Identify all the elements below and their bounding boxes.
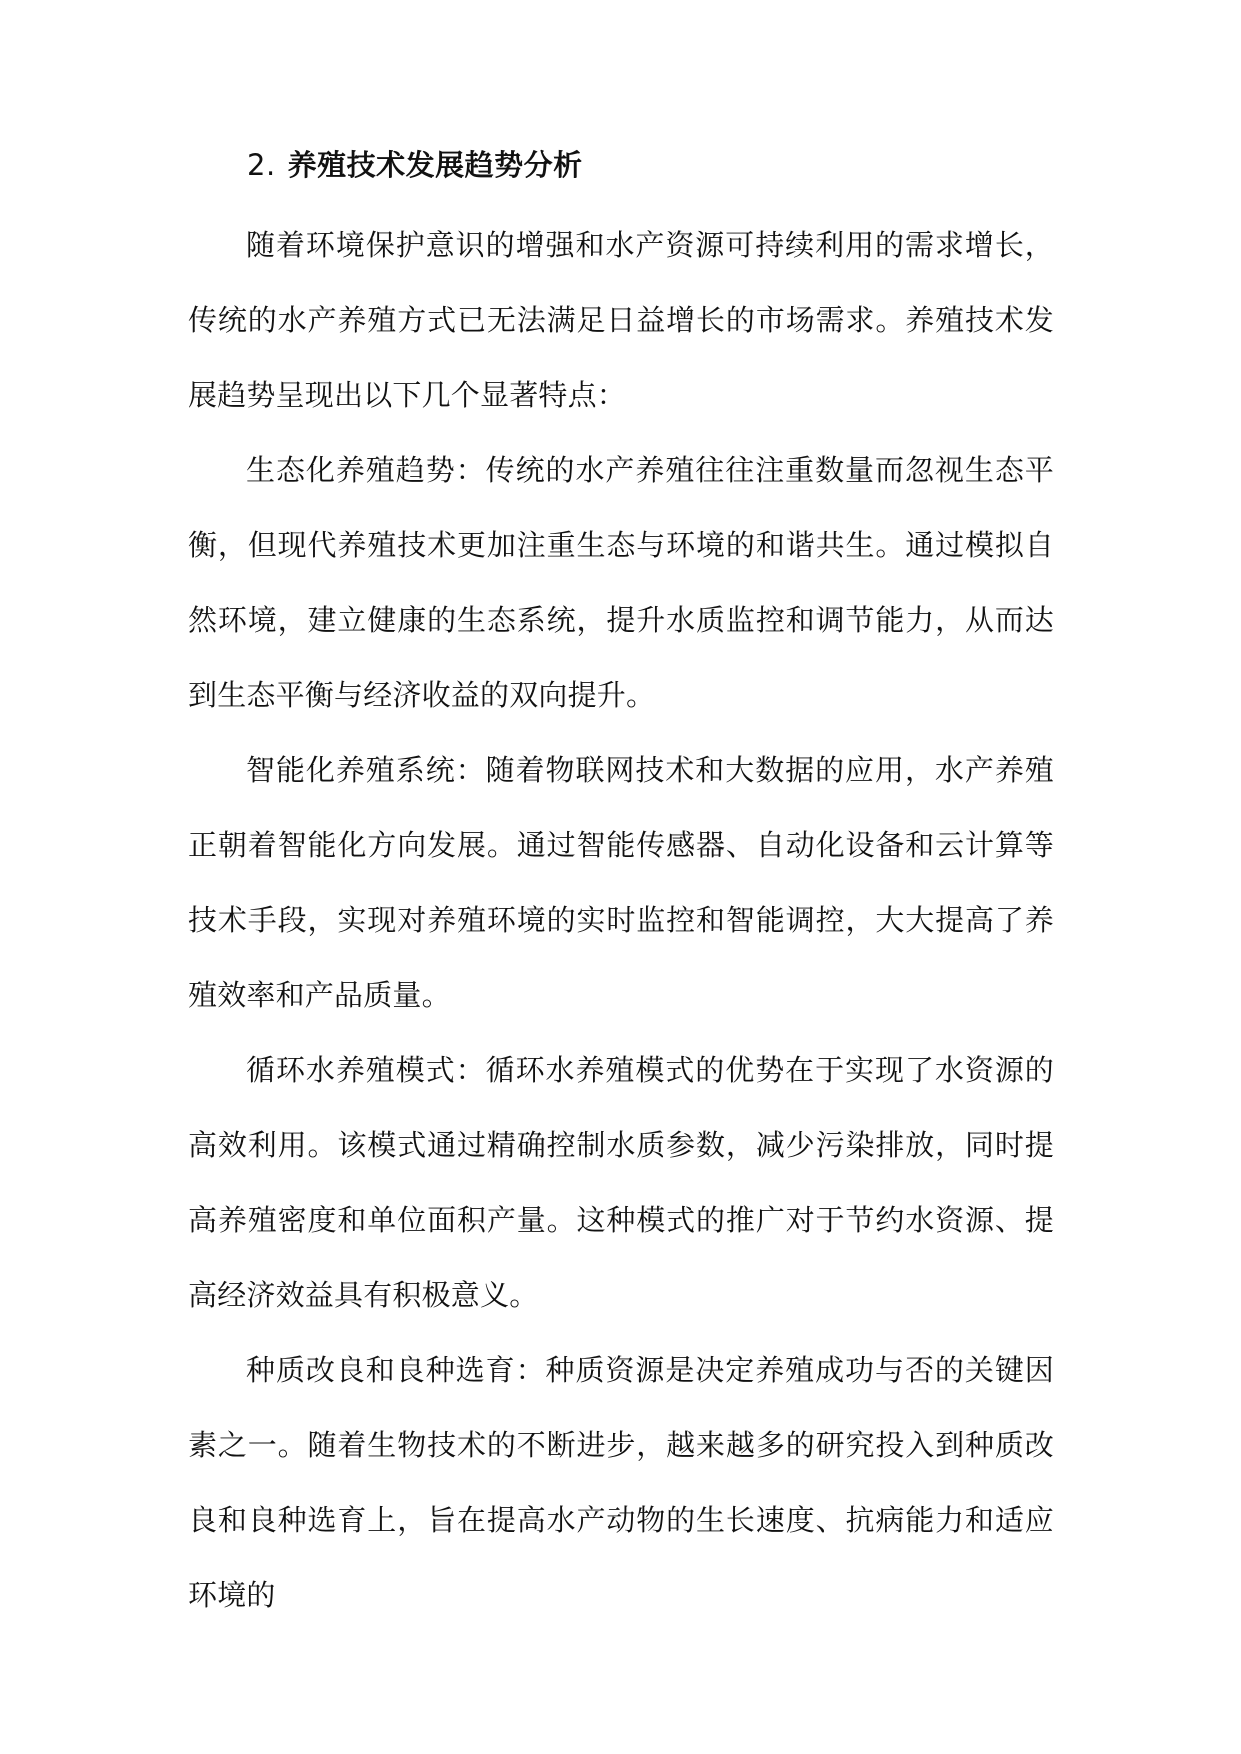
germplasm-breeding-paragraph	[188, 1333, 1054, 1633]
recirculating-aquaculture-paragraph	[188, 1033, 1054, 1333]
smart-farming-lead: 智能化养殖系统：	[246, 753, 486, 787]
section-heading	[188, 142, 1054, 188]
recirculating-aquaculture-lead: 循环水养殖模式：	[246, 1053, 486, 1087]
smart-farming-paragraph	[188, 733, 1054, 1033]
intro-paragraph	[188, 208, 1054, 433]
section-number: 2.	[247, 148, 276, 182]
ecological-farming-paragraph	[188, 433, 1054, 733]
section-title: 养殖技术发展趋势分析	[287, 148, 583, 182]
intro-text: 随着环境保护意识的增强和水产资源可持续利用的需求增长，传统的水产养殖方式已无法满足日益增长的市场需求。养殖技术发展趋势呈现出以下几个显著特点：	[188, 228, 1054, 412]
smart-farming-text: 随着物联网技术和大数据的应用，水产养殖正朝着智能化方向发展。通过智能传感器、自动化设备和云计算等技术手段，实现对养殖环境的实时监控和智能调控，大大提高了养殖效率和产品质量。	[188, 753, 1054, 1012]
ecological-farming-text: 传统的水产养殖往往注重数量而忽视生态平衡，但现代养殖技术更加注重生态与环境的和谐共生。通过模拟自然环境，建立健康的生态系统，提升水质监控和调节能力，从而达到生态平衡与经济收益的双向提升。	[188, 453, 1054, 712]
germplasm-breeding-text: 种质资源是决定养殖成功与否的关键因素之一。随着生物技术的不断进步，越来越多的研究投入到种质改良和良种选育上，旨在提高水产动物的生长速度、抗病能力和适应环境的	[188, 1353, 1054, 1612]
ecological-farming-lead: 生态化养殖趋势：	[246, 453, 486, 487]
recirculating-aquaculture-text: 循环水养殖模式的优势在于实现了水资源的高效利用。该模式通过精确控制水质参数，减少污染排放，同时提高养殖密度和单位面积产量。这种模式的推广对于节约水资源、提高经济效益具有积极意义。	[188, 1053, 1054, 1312]
germplasm-breeding-lead: 种质改良和良种选育：	[246, 1353, 546, 1387]
document-content	[188, 142, 1054, 1633]
